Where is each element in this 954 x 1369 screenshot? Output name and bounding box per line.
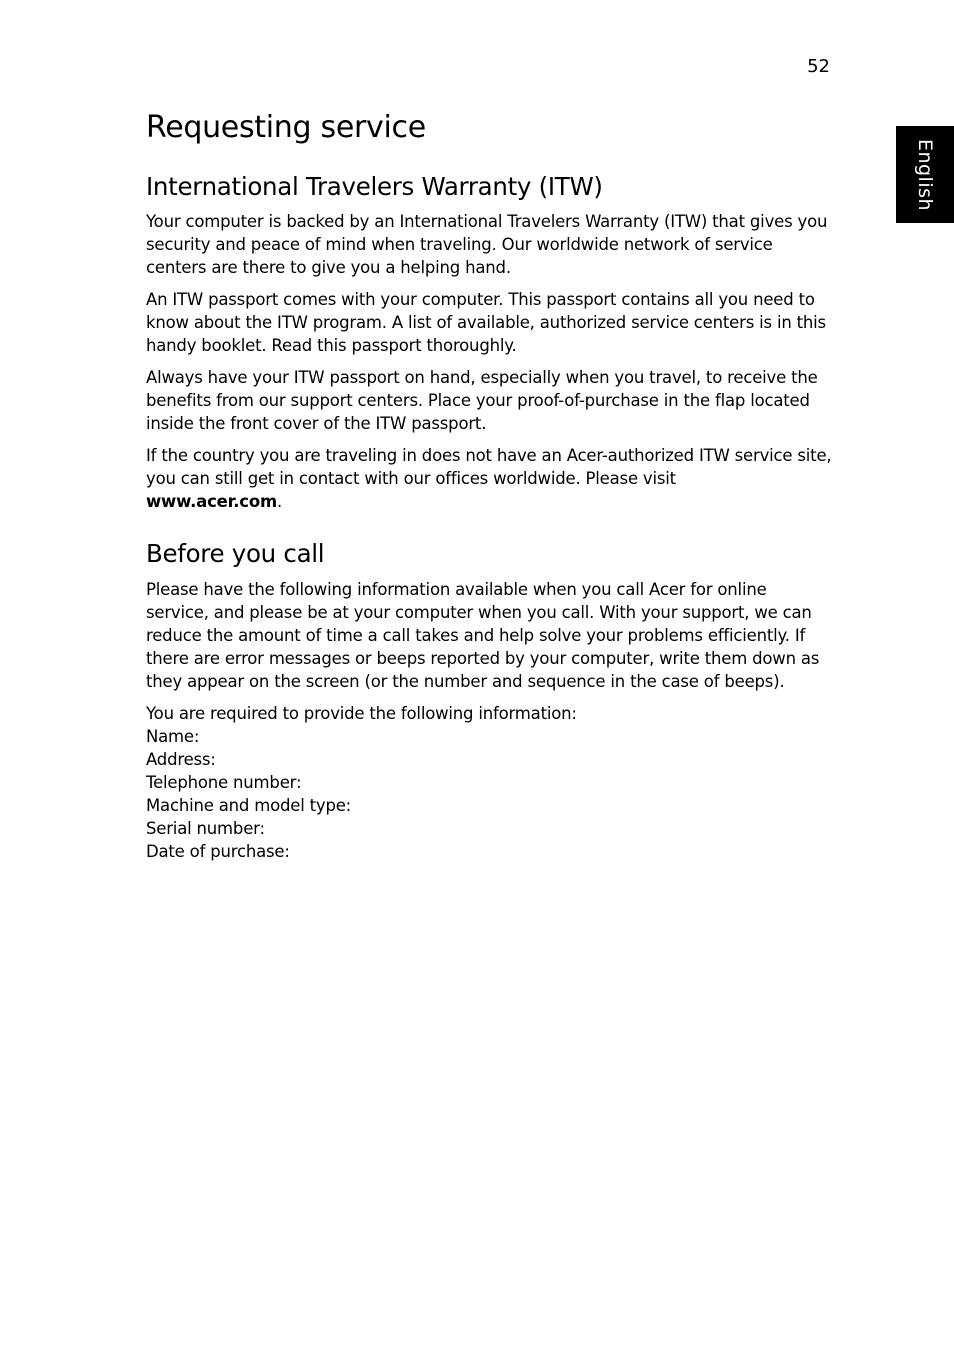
itw-paragraph-4-text: If the country you are traveling in does not have an Acer-authorized ITW service site, you can still get in contact with our offices worldwide. Please visit [146, 446, 832, 489]
acer-website-link[interactable]: www.acer.com [146, 492, 278, 512]
before-call-paragraph: Please have the following information available when you call Acer for online service, and please be at your computer when you call. With your support, we can reduce the amount of time a call takes and help solve your problems efficiently. If there are error messages or beeps reported by your computer, write them down as they appear on the screen (or the number and sequence in the case of beeps). [146, 579, 820, 691]
itw-section [146, 172, 832, 513]
page-content [146, 110, 832, 863]
list-item: Serial number: [146, 818, 265, 838]
before-call-section [146, 539, 832, 862]
itw-paragraph-4 [146, 444, 832, 513]
page-title: Requesting service [146, 110, 426, 145]
itw-heading: International Travelers Warranty (ITW) [146, 172, 603, 201]
itw-paragraph-3: Always have your ITW passport on hand, especially when you travel, to receive the benefits from our support centers. Place your proof-of-purchase in the flap located inside the front cover of the ITW passport. [146, 368, 818, 434]
itw-paragraph-1: Your computer is backed by an International Travelers Warranty (ITW) that gives you security and peace of mind when traveling. Our worldwide network of service centers are there to give you a helping hand. [146, 212, 828, 278]
language-tab [896, 126, 954, 223]
required-info-intro: You are required to provide the following information: [146, 703, 577, 723]
list-item: Address: [146, 749, 216, 769]
page-number: 52 [807, 56, 830, 77]
itw-paragraph-4-end: . [277, 492, 283, 512]
language-tab-label: English [914, 138, 937, 211]
list-item: Machine and model type: [146, 795, 352, 815]
before-call-heading: Before you call [146, 539, 325, 569]
list-item: Date of purchase: [146, 841, 290, 861]
required-info-list [146, 702, 832, 863]
list-item: Name: [146, 726, 200, 746]
list-item: Telephone number: [146, 772, 302, 792]
itw-paragraph-2: An ITW passport comes with your computer. This passport contains all you need to know about the ITW program. A list of available, authorized service centers is in this handy booklet. Read this passport thoroughly. [146, 290, 826, 356]
